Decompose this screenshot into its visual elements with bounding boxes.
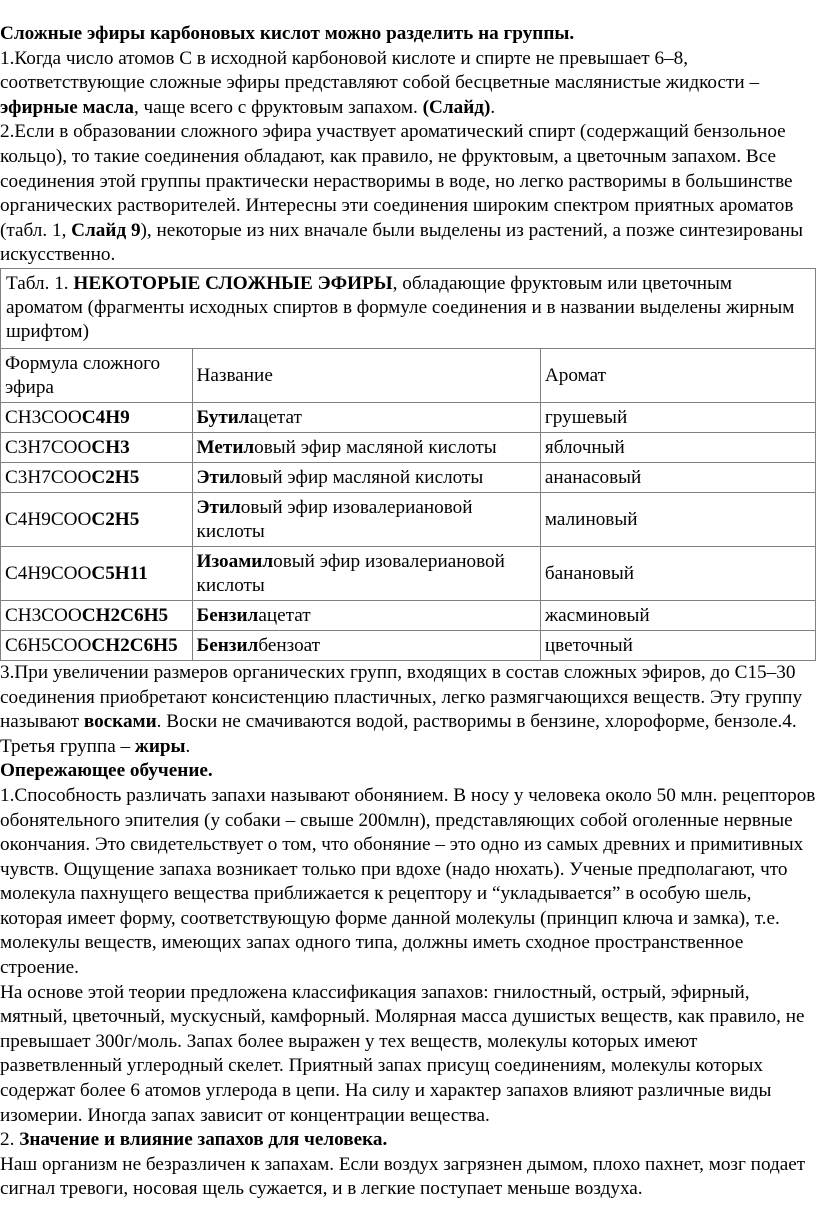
table-caption: Табл. 1. НЕКОТОРЫЕ СЛОЖНЫЕ ЭФИРЫ, обладающие фруктовым или цветочным ароматом (фрагменты исходных спиртов в формуле соединения и в названии выделены жирным шрифтом) [1, 268, 816, 348]
heading-advance-learning: Опережающее обучение. [0, 760, 213, 782]
formula-cell: C3H7COOCH3 [1, 432, 193, 462]
aroma-cell: яблочный [540, 432, 815, 462]
formula-cell: CH3COOC4H9 [1, 402, 193, 432]
formula-cell: C3H7COOC2H5 [1, 462, 193, 492]
column-header-name: Название [192, 348, 540, 402]
column-header-formula: Формула сложного эфира [1, 348, 193, 402]
aroma-cell: цветочный [540, 630, 815, 660]
table-row [1, 402, 816, 432]
name-cell: Этиловый эфир масляной кислоты [192, 462, 540, 492]
heading-ester-groups: Сложные эфиры карбоновых кислот можно разделить на группы. [0, 23, 575, 44]
name-cell: Метиловый эфир масляной кислоты [192, 432, 540, 462]
formula-cell: C4H9COOC5H11 [1, 546, 193, 600]
table-row [1, 600, 816, 630]
table-row [1, 492, 816, 546]
paragraph-odor-body-response: Наш организм не безразличен к запахам. Если воздух загрязнен дымом, плохо пахнет, мозг подает сигнал тревоги, носовая щель сужается, и в легкие поступает меньше воздуха. [0, 1153, 806, 1200]
table-row [1, 630, 816, 660]
name-cell: Бензилбензоат [192, 630, 540, 660]
table-row [1, 462, 816, 492]
paragraph-odor-significance-heading: 2. Значение и влияние запахов для человека. [0, 1129, 388, 1151]
table-row [1, 432, 816, 462]
esters-table [0, 268, 816, 661]
table-row [1, 546, 816, 600]
paragraph-olfaction: 1.Способность различать запахи называют обонянием. В носу у человека около 50 млн. рецепторов обонятельного эпителия (у собаки – свыше 200млн), представляющих собой оголенные нервные окончания. Это свидетельствует о том, что обоняние – это одно из самых древних и примитивных чувств. Ощущение запаха возникает только при вдохе (надо нюхать). Ученые предполагают, что молекула пахнущего вещества приближается к рецептору и “укладывается” в особую шель, которая имеет форму, соответствующую форме данной молекулы (принцип ключа и замка), т.е. молекулы веществ, имеющих запах одного типа, должны иметь сходное пространственное строение. [0, 784, 816, 979]
aroma-cell: грушевый [540, 402, 815, 432]
aroma-cell: жасминовый [540, 600, 815, 630]
aroma-cell: ананасовый [540, 462, 815, 492]
name-cell: Изоамиловый эфир изовалериановой кислоты [192, 546, 540, 600]
formula-cell: CH3COOCH2C6H5 [1, 600, 193, 630]
paragraph-odor-classification: На основе этой теории предложена классификация запахов: гнилостный, острый, эфирный, мятный, цветочный, мускусный, камфорный. Молярная масса душистых веществ, как правило, не превышает 300г/моль. Запах более выражен у тех веществ, молекулы которых имеют разветвленный углеродный скелет. Приятный запах присущ соединениям, молекулы которых содержат более 6 атомов углерода в цепи. На силу и характер запахов влияют различные виды изомерии. Иногда запах зависит от концентрации вещества. [0, 981, 805, 1126]
name-cell: Этиловый эфир изовалериановой кислоты [192, 492, 540, 546]
table-caption-row [1, 268, 816, 348]
table-header-row [1, 348, 816, 402]
formula-cell: C6H5COOCH2C6H5 [1, 630, 193, 660]
paragraph-group-3: 3.При увеличении размеров органических групп, входящих в состав сложных эфиров, до С15–30 соединения приобретают консистенцию пластичных, легко размягчающихся веществ. Эту группу называют восками. Воски не смачиваются водой, растворимы в бензине, хлороформе, бензоле.4. Третья группа – жиры. [0, 661, 803, 757]
aroma-cell: банановый [540, 546, 815, 600]
paragraph-group-1: 1.Когда число атомов С в исходной карбоновой кислоте и спирте не превышает 6–8, соответствующие сложные эфиры представляют собой бесцветные маслянистые жидкости – эфирные масла, чаще всего с фруктовым запахом. (Слайд). [0, 47, 760, 118]
formula-cell: C4H9COOC2H5 [1, 492, 193, 546]
name-cell: Бензилацетат [192, 600, 540, 630]
name-cell: Бутилацетат [192, 402, 540, 432]
column-header-aroma: Аромат [540, 348, 815, 402]
paragraph-group-2: 2.Если в образовании сложного эфира участвует ароматический спирт (содержащий бензольное кольцо), то такие соединения обладают, как правило, не фруктовым, а цветочным запахом. Все соединения этой группы практически нерастворимы в воде, но легко растворимы в большинстве органических растворителей. Интересны эти соединения широким спектром приятных ароматов (табл. 1, Слайд 9), некоторые из них вначале были выделены из растений, а позже синтезированы искусственно. [0, 121, 803, 266]
aroma-cell: малиновый [540, 492, 815, 546]
